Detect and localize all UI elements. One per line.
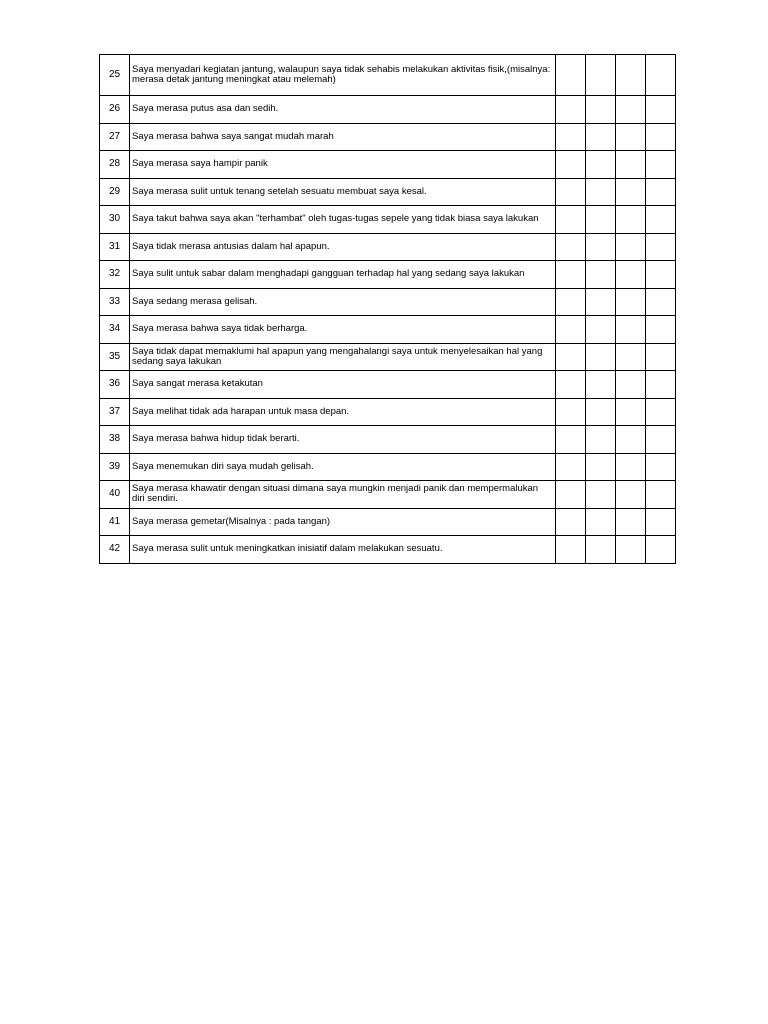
answer-cell-0[interactable] bbox=[556, 55, 586, 96]
answer-cell-3[interactable] bbox=[646, 178, 676, 206]
item-statement: Saya merasa bahwa hidup tidak berarti. bbox=[130, 426, 556, 454]
item-statement: Saya sangat merasa ketakutan bbox=[130, 371, 556, 399]
answer-cell-1[interactable] bbox=[586, 261, 616, 289]
answer-cell-0[interactable] bbox=[556, 288, 586, 316]
answer-cell-3[interactable] bbox=[646, 288, 676, 316]
answer-cell-3[interactable] bbox=[646, 123, 676, 151]
answer-cell-1[interactable] bbox=[586, 55, 616, 96]
answer-cell-3[interactable] bbox=[646, 343, 676, 371]
table-row bbox=[100, 398, 676, 426]
answer-cell-2[interactable] bbox=[616, 508, 646, 536]
answer-cell-1[interactable] bbox=[586, 371, 616, 399]
answer-cell-1[interactable] bbox=[586, 233, 616, 261]
answer-cell-0[interactable] bbox=[556, 536, 586, 564]
item-number: 28 bbox=[100, 151, 130, 179]
questionnaire-table bbox=[99, 54, 676, 564]
answer-cell-3[interactable] bbox=[646, 96, 676, 124]
answer-cell-1[interactable] bbox=[586, 481, 616, 509]
item-statement: Saya takut bahwa saya akan "terhambat" oleh tugas-tugas sepele yang tidak biasa saya lakukan bbox=[130, 206, 556, 234]
table-row bbox=[100, 536, 676, 564]
answer-cell-3[interactable] bbox=[646, 481, 676, 509]
item-number: 31 bbox=[100, 233, 130, 261]
item-statement: Saya menyadari kegiatan jantung, walaupun saya tidak sehabis melakukan aktivitas fisik,(misalnya: merasa detak jantung meningkat atau melemah) bbox=[130, 55, 556, 96]
table-row bbox=[100, 481, 676, 509]
answer-cell-2[interactable] bbox=[616, 151, 646, 179]
item-number: 26 bbox=[100, 96, 130, 124]
item-statement: Saya merasa sulit untuk tenang setelah sesuatu membuat saya kesal. bbox=[130, 178, 556, 206]
answer-cell-2[interactable] bbox=[616, 453, 646, 481]
answer-cell-1[interactable] bbox=[586, 178, 616, 206]
item-number: 39 bbox=[100, 453, 130, 481]
item-statement: Saya merasa saya hampir panik bbox=[130, 151, 556, 179]
answer-cell-1[interactable] bbox=[586, 536, 616, 564]
answer-cell-3[interactable] bbox=[646, 536, 676, 564]
answer-cell-0[interactable] bbox=[556, 453, 586, 481]
answer-cell-1[interactable] bbox=[586, 398, 616, 426]
item-statement: Saya menemukan diri saya mudah gelisah. bbox=[130, 453, 556, 481]
item-statement: Saya tidak dapat memaklumi hal apapun yang mengahalangi saya untuk menyelesaikan hal yang sedang saya lakukan bbox=[130, 343, 556, 371]
answer-cell-1[interactable] bbox=[586, 508, 616, 536]
answer-cell-0[interactable] bbox=[556, 261, 586, 289]
table-row bbox=[100, 316, 676, 344]
answer-cell-2[interactable] bbox=[616, 206, 646, 234]
answer-cell-1[interactable] bbox=[586, 206, 616, 234]
table-row bbox=[100, 426, 676, 454]
item-statement: Saya tidak merasa antusias dalam hal apapun. bbox=[130, 233, 556, 261]
answer-cell-1[interactable] bbox=[586, 96, 616, 124]
item-number: 34 bbox=[100, 316, 130, 344]
answer-cell-1[interactable] bbox=[586, 453, 616, 481]
answer-cell-0[interactable] bbox=[556, 398, 586, 426]
table-row bbox=[100, 453, 676, 481]
answer-cell-3[interactable] bbox=[646, 233, 676, 261]
item-number: 35 bbox=[100, 343, 130, 371]
table-row bbox=[100, 343, 676, 371]
answer-cell-0[interactable] bbox=[556, 508, 586, 536]
item-number: 40 bbox=[100, 481, 130, 509]
table-row bbox=[100, 96, 676, 124]
answer-cell-0[interactable] bbox=[556, 123, 586, 151]
answer-cell-3[interactable] bbox=[646, 426, 676, 454]
answer-cell-0[interactable] bbox=[556, 343, 586, 371]
answer-cell-0[interactable] bbox=[556, 178, 586, 206]
answer-cell-2[interactable] bbox=[616, 96, 646, 124]
answer-cell-3[interactable] bbox=[646, 206, 676, 234]
answer-cell-0[interactable] bbox=[556, 151, 586, 179]
answer-cell-2[interactable] bbox=[616, 55, 646, 96]
item-statement: Saya merasa sulit untuk meningkatkan inisiatif dalam melakukan sesuatu. bbox=[130, 536, 556, 564]
answer-cell-2[interactable] bbox=[616, 426, 646, 454]
answer-cell-0[interactable] bbox=[556, 233, 586, 261]
item-statement: Saya merasa gemetar(Misalnya : pada tangan) bbox=[130, 508, 556, 536]
answer-cell-2[interactable] bbox=[616, 536, 646, 564]
item-number: 42 bbox=[100, 536, 130, 564]
item-number: 32 bbox=[100, 261, 130, 289]
item-number: 36 bbox=[100, 371, 130, 399]
item-number: 38 bbox=[100, 426, 130, 454]
item-statement: Saya sedang merasa gelisah. bbox=[130, 288, 556, 316]
item-statement: Saya merasa putus asa dan sedih. bbox=[130, 96, 556, 124]
answer-cell-2[interactable] bbox=[616, 261, 646, 289]
answer-cell-0[interactable] bbox=[556, 206, 586, 234]
item-number: 33 bbox=[100, 288, 130, 316]
answer-cell-2[interactable] bbox=[616, 316, 646, 344]
answer-cell-0[interactable] bbox=[556, 426, 586, 454]
answer-cell-3[interactable] bbox=[646, 508, 676, 536]
item-number: 29 bbox=[100, 178, 130, 206]
item-number: 37 bbox=[100, 398, 130, 426]
answer-cell-2[interactable] bbox=[616, 481, 646, 509]
answer-cell-2[interactable] bbox=[616, 371, 646, 399]
item-number: 30 bbox=[100, 206, 130, 234]
answer-cell-3[interactable] bbox=[646, 398, 676, 426]
item-statement: Saya sulit untuk sabar dalam menghadapi gangguan terhadap hal yang sedang saya lakukan bbox=[130, 261, 556, 289]
answer-cell-2[interactable] bbox=[616, 123, 646, 151]
answer-cell-0[interactable] bbox=[556, 481, 586, 509]
answer-cell-1[interactable] bbox=[586, 123, 616, 151]
answer-cell-2[interactable] bbox=[616, 178, 646, 206]
item-number: 25 bbox=[100, 55, 130, 96]
table-row bbox=[100, 151, 676, 179]
table-row bbox=[100, 288, 676, 316]
answer-cell-1[interactable] bbox=[586, 426, 616, 454]
table-row bbox=[100, 261, 676, 289]
table-row bbox=[100, 55, 676, 96]
item-statement: Saya merasa bahwa saya tidak berharga. bbox=[130, 316, 556, 344]
answer-cell-0[interactable] bbox=[556, 316, 586, 344]
answer-cell-2[interactable] bbox=[616, 343, 646, 371]
answer-cell-3[interactable] bbox=[646, 151, 676, 179]
answer-cell-3[interactable] bbox=[646, 55, 676, 96]
answer-cell-3[interactable] bbox=[646, 316, 676, 344]
table-row bbox=[100, 123, 676, 151]
item-statement: Saya melihat tidak ada harapan untuk masa depan. bbox=[130, 398, 556, 426]
item-statement: Saya merasa khawatir dengan situasi dimana saya mungkin menjadi panik dan mempermalukan diri sendiri. bbox=[130, 481, 556, 509]
item-number: 41 bbox=[100, 508, 130, 536]
answer-cell-0[interactable] bbox=[556, 96, 586, 124]
answer-cell-1[interactable] bbox=[586, 151, 616, 179]
table-row bbox=[100, 508, 676, 536]
table-row bbox=[100, 178, 676, 206]
table-row bbox=[100, 233, 676, 261]
answer-cell-0[interactable] bbox=[556, 371, 586, 399]
item-number: 27 bbox=[100, 123, 130, 151]
answer-cell-2[interactable] bbox=[616, 288, 646, 316]
answer-cell-2[interactable] bbox=[616, 398, 646, 426]
answer-cell-3[interactable] bbox=[646, 371, 676, 399]
table-row bbox=[100, 206, 676, 234]
answer-cell-1[interactable] bbox=[586, 288, 616, 316]
item-statement: Saya merasa bahwa saya sangat mudah marah bbox=[130, 123, 556, 151]
answer-cell-2[interactable] bbox=[616, 233, 646, 261]
answer-cell-1[interactable] bbox=[586, 343, 616, 371]
answer-cell-3[interactable] bbox=[646, 453, 676, 481]
answer-cell-3[interactable] bbox=[646, 261, 676, 289]
table-row bbox=[100, 371, 676, 399]
answer-cell-1[interactable] bbox=[586, 316, 616, 344]
